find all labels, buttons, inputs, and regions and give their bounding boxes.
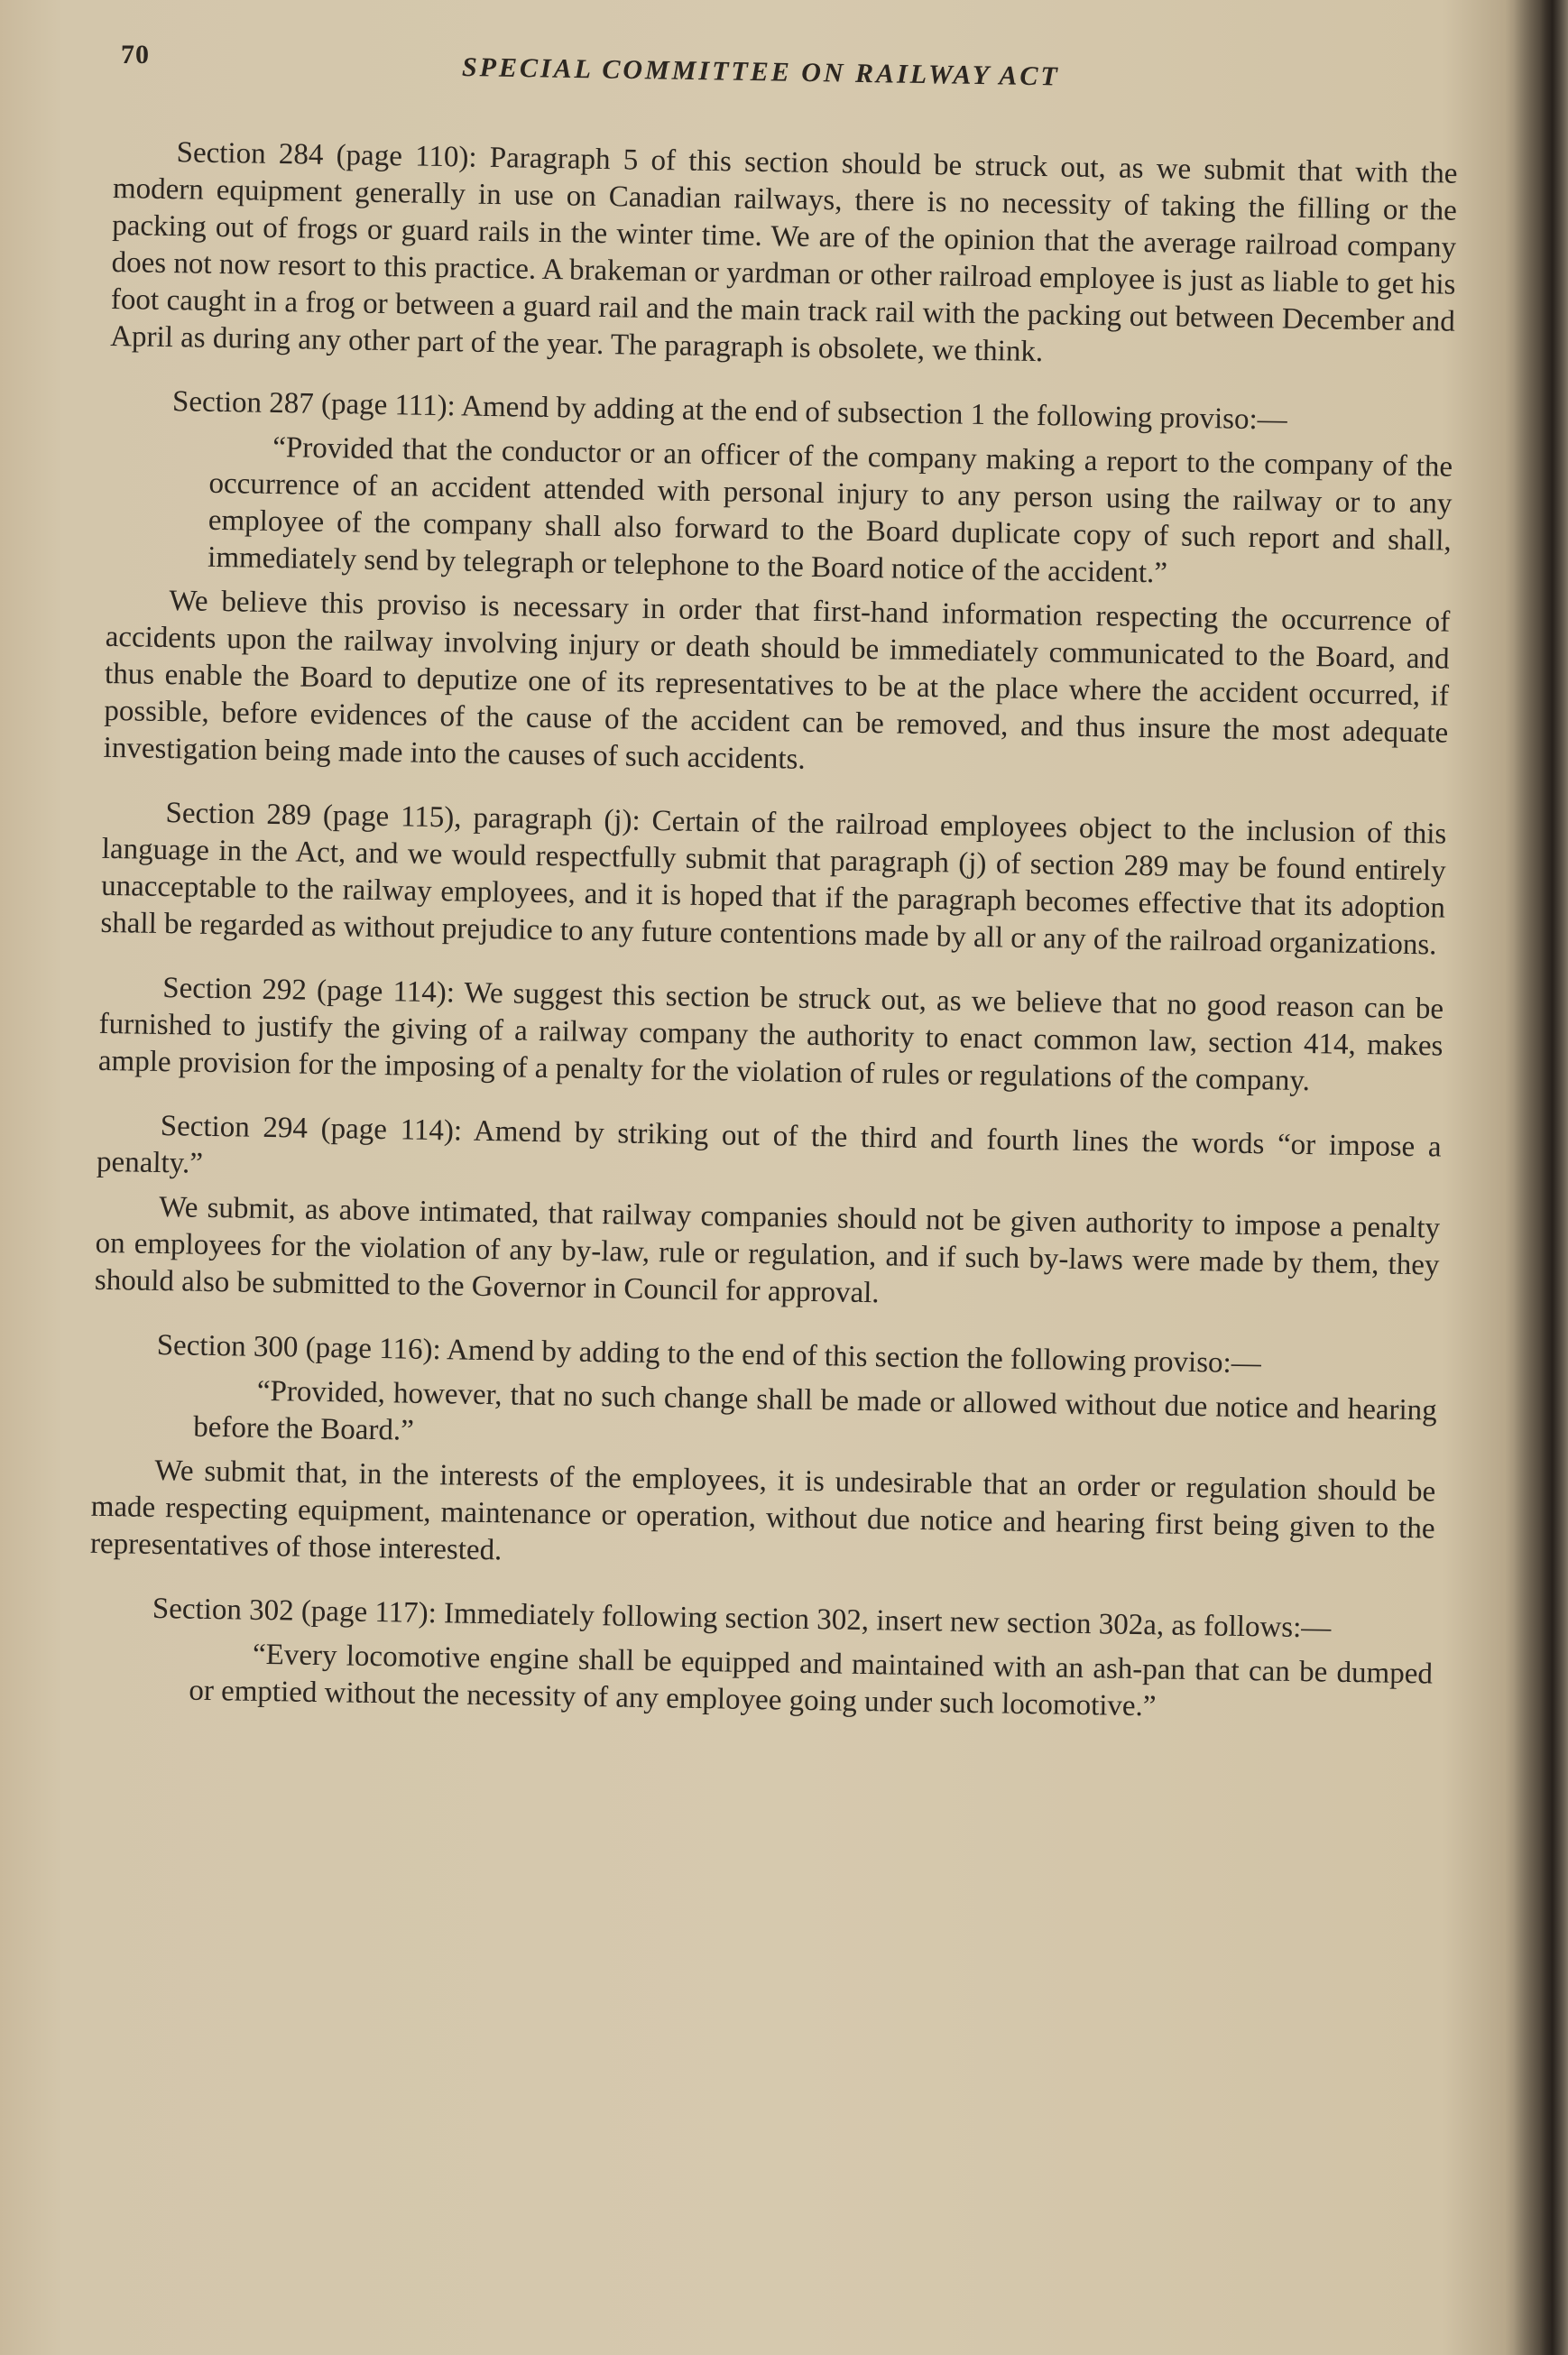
- section-302a-quote: “Every locomotive engine shall be equipped and maintained with an ash-pan that can be dumped or emptied without the necessity of any employee going under such locomotive.”: [189, 1638, 1434, 1723]
- section-300-rationale: We submit that, in the interests of the employees, it is undesirable that an order or regulation should be made respecting equipment, maintenance or operation, without due notice and hearing first being given to the representatives of those interested.: [89, 1454, 1436, 1567]
- section-287-paragraph: Section 287 (page 111): Amend by adding at the end of subsection 1 the following proviso:—: [171, 385, 1287, 437]
- section-300-paragraph: Section 300 (page 116): Amend by adding to the end of this section the following proviso:—: [156, 1328, 1262, 1381]
- section-302-paragraph: Section 302 (page 117): Immediately following section 302, insert new section 302a, as follows:—: [152, 1592, 1332, 1645]
- section-287-proviso-quote: “Provided that the conductor or an officer of the company making a report to the company of the occurrence of an accident attended with personal injury to any person using the railway or to any employee of the company shall also forward to the Board duplicate copy of such report and shall, immediately send by telegraph or telephone to the Board notice of the accident.”: [207, 430, 1453, 590]
- section-287-rationale: We believe this proviso is necessary in order that first-hand information respecting the occurrence of accidents upon the railway involving injury or death should be immediately communicated to the Board, and thus enable the Board to deputize one of its representatives to be at the place where the accident occurred, if possible, before evidences of the cause of the accident can be removed, and thus insure the most adequate investigation being made into the causes of such accidents.: [103, 585, 1451, 776]
- book-spine-shadow: [1514, 0, 1568, 2355]
- section-294-paragraph: Section 294 (page 114): Amend by striking out of the third and fourth lines the words “or impose a penalty.”: [96, 1110, 1442, 1180]
- running-title: SPECIAL COMMITTEE ON RAILWAY ACT: [461, 52, 1060, 92]
- section-284-paragraph: Section 284 (page 110): Paragraph 5 of this section should be struck out, as we submit that with the modern equipment generally in use on Canadian railways, there is no necessity of taking the filling or the packing out of frogs or guard rails in the winter time. We are of the opinion that the average railroad company does not now resort to this practice. A brakeman or yardman or other railroad employee is just as liable to get his foot caught in a frog or between a guard rail and the main track rail with the packing out between December and April as during any other part of the year. The paragraph is obsolete, we think.: [109, 136, 1458, 369]
- section-292-paragraph: Section 292 (page 114): We suggest this section be struck out, as we believe that no good reason can be furnished to justify the giving of a railway company the authority to enact common law, section 414, makes ample provision for the imposing of a penalty for the violation of rules or regulations of the company.: [97, 972, 1444, 1098]
- section-300-proviso-quote: “Provided, however, that no such change shall be made or allowed without due notice and hearing before the Board.”: [192, 1374, 1438, 1447]
- page-body: [88, 134, 1458, 1757]
- page-number: 70: [121, 40, 150, 69]
- section-294-rationale: We submit, as above intimated, that railway companies should not be given authority to impose a penalty on employees for the violation of any by-law, rule or regulation, and if such by-laws were made by them, they should also be submitted to the Governor in Council for approval.: [94, 1190, 1441, 1310]
- section-289-paragraph: Section 289 (page 115), paragraph (j): Certain of the railroad employees object to the inclusion of this language in the Act, and we would respectfully submit that paragraph (j) of section 289 may be found entirely unacceptable to the railway employees, and it is hoped that if the paragraph becomes effective that its adoption shall be regarded as without prejudice to any future contentions made by all or any of the railroad organizations.: [100, 797, 1447, 962]
